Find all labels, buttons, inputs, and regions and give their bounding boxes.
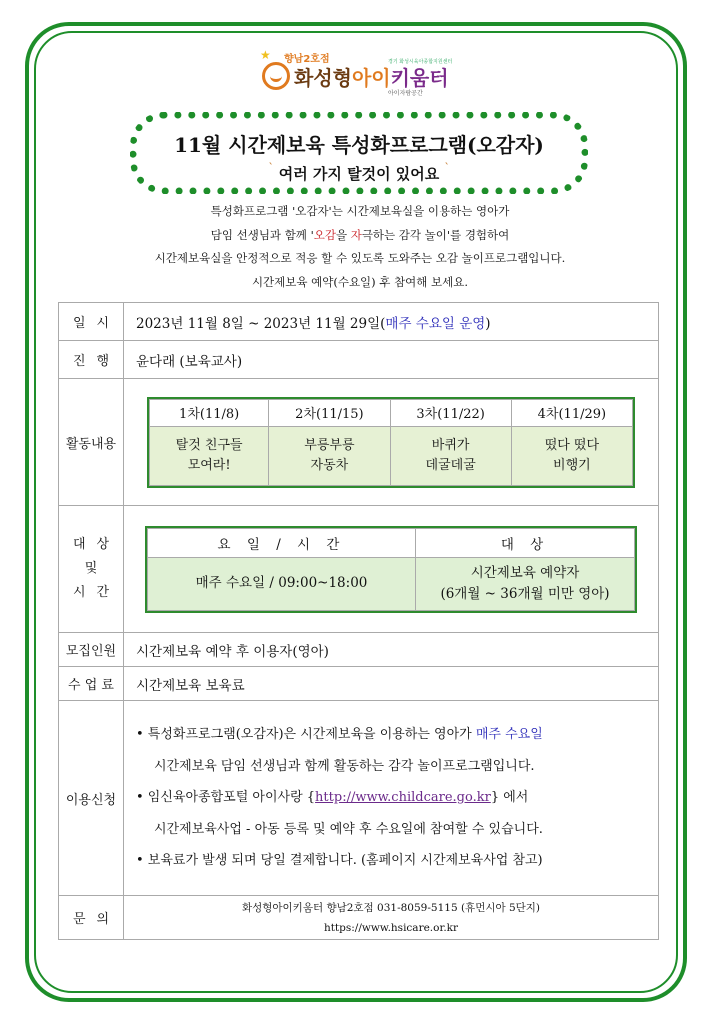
title-box — [130, 112, 588, 194]
apply-details: • 특성화프로그램(오감자)은 시간제보육을 이용하는 영아가 매주 수요일 시간제보육 담임 선생님과 함께 활동하는 감각 놀이프로그램입니다. • 임신육아종합포털 아이사랑 {http://www.childcare.go.kr} 에서 시간제보육사업 - 아동 등록 및 예약 후 수요일에 참여할 수 있습니다. • 보육료가 발생 되며 당일 결제합니다. (홈페이지 시간제보육사업 참고) — [124, 701, 659, 896]
session-title: 바퀴가 데굴데굴 — [390, 426, 511, 485]
schedule-head-time: 요 일 / 시 간 — [148, 528, 416, 557]
fee-value: 시간제보육 보육료 — [124, 667, 659, 701]
schedule-target: 시간제보육 예약자 (6개월 ~ 36개월 미만 영아) — [416, 557, 635, 610]
session-head: 4차(11/29) — [511, 399, 632, 426]
row-activity: 활동내용 1차(11/8) 2차(11/15) 3차(11/22) 4차(11/29) 탈것 친구들 모여라! 부릉부릉 자동차 바퀴가 데굴데굴 떴다 떴다 비행기 — [59, 379, 659, 506]
session-head: 3차(11/22) — [390, 399, 511, 426]
logo-branch: 향남2호점 — [284, 54, 330, 65]
row-date: 일 시 2023년 11월 8일 ~ 2023년 11월 29일(매주 수요일 운영) — [59, 303, 659, 341]
logo-tagline: 아이자람공간 — [388, 90, 423, 97]
logo-wordmark: 화성형아이키움터 — [294, 66, 449, 90]
page-subtitle: ` 여러 가지 탈것이 있어요 ` — [268, 163, 450, 183]
star-icon: ★ — [260, 48, 271, 62]
recruit-value: 시간제보육 예약 후 이용자(영아) — [124, 633, 659, 667]
lead-value: 윤다래 (보육교사) — [124, 341, 659, 379]
page-title: 11월 시간제보육 특성화프로그램(오감자) — [174, 133, 544, 157]
row-apply: 이용신청 • 특성화프로그램(오감자)은 시간제보육을 이용하는 영아가 매주 수요일 시간제보육 담임 선생님과 함께 활동하는 감각 놀이프로그램입니다. • 임신육아종합포털 아이사랑 {http://www.childcare.go.kr} 에서 시간제보육사업 - 아동 등록 및 예약 후 수요일에 참여할 수 있습니다. • 보육료가 발생 되며 당일 결제합니다. (홈페이지 시간제보육사업 참고) — [59, 701, 659, 896]
activity-table — [149, 399, 633, 486]
row-lead: 진 행 윤다래 (보육교사) — [59, 341, 659, 379]
contact-value: 화성형아이키움터 향남2호점 031-8059-5115 (휴먼시아 5단지) https://www.hsicare.or.kr — [124, 896, 659, 940]
row-target: 대 상 및 시 간 요 일 / 시 간 대 상 매주 수요일 / 09:00~18:00 시간제보육 예약자 (6개월 ~ 36개월 미만 영아) — [59, 506, 659, 633]
logo — [260, 50, 510, 106]
schedule-head-target: 대 상 — [416, 528, 635, 557]
smile-icon — [262, 62, 290, 90]
schedule-table — [147, 528, 635, 611]
session-title: 부릉부릉 자동차 — [269, 426, 390, 485]
row-fee: 수 업 료 시간제보육 보육료 — [59, 667, 659, 701]
session-title: 떴다 떴다 비행기 — [511, 426, 632, 485]
session-head: 2차(11/15) — [269, 399, 390, 426]
info-table — [58, 302, 659, 940]
logo-side-text: 경기 화성시육아종합지원센터 — [388, 59, 453, 65]
row-contact: 문 의 화성형아이키움터 향남2호점 031-8059-5115 (휴먼시아 5단지) https://www.hsicare.or.kr — [59, 896, 659, 940]
session-title: 탈것 친구들 모여라! — [150, 426, 269, 485]
intro-text: 특성화프로그램 '오감자'는 시간제보육실을 이용하는 영아가 담임 선생님과 함께 '오감을 자극하는 감각 놀이'를 경험하여 시간제보육실을 안정적으로 적응 할 수 있도록 도와주는 오감 놀이프로그램입니다. 시간제보육 예약(수요일) 후 참여해 보세요. — [154, 204, 566, 289]
session-head: 1차(11/8) — [150, 399, 269, 426]
childcare-link[interactable]: http://www.childcare.go.kr — [315, 790, 491, 806]
date-value: 2023년 11월 8일 ~ 2023년 11월 29일(매주 수요일 운영) — [124, 303, 659, 341]
row-recruit: 모집인원 시간제보육 예약 후 이용자(영아) — [59, 633, 659, 667]
schedule-time: 매주 수요일 / 09:00~18:00 — [148, 557, 416, 610]
